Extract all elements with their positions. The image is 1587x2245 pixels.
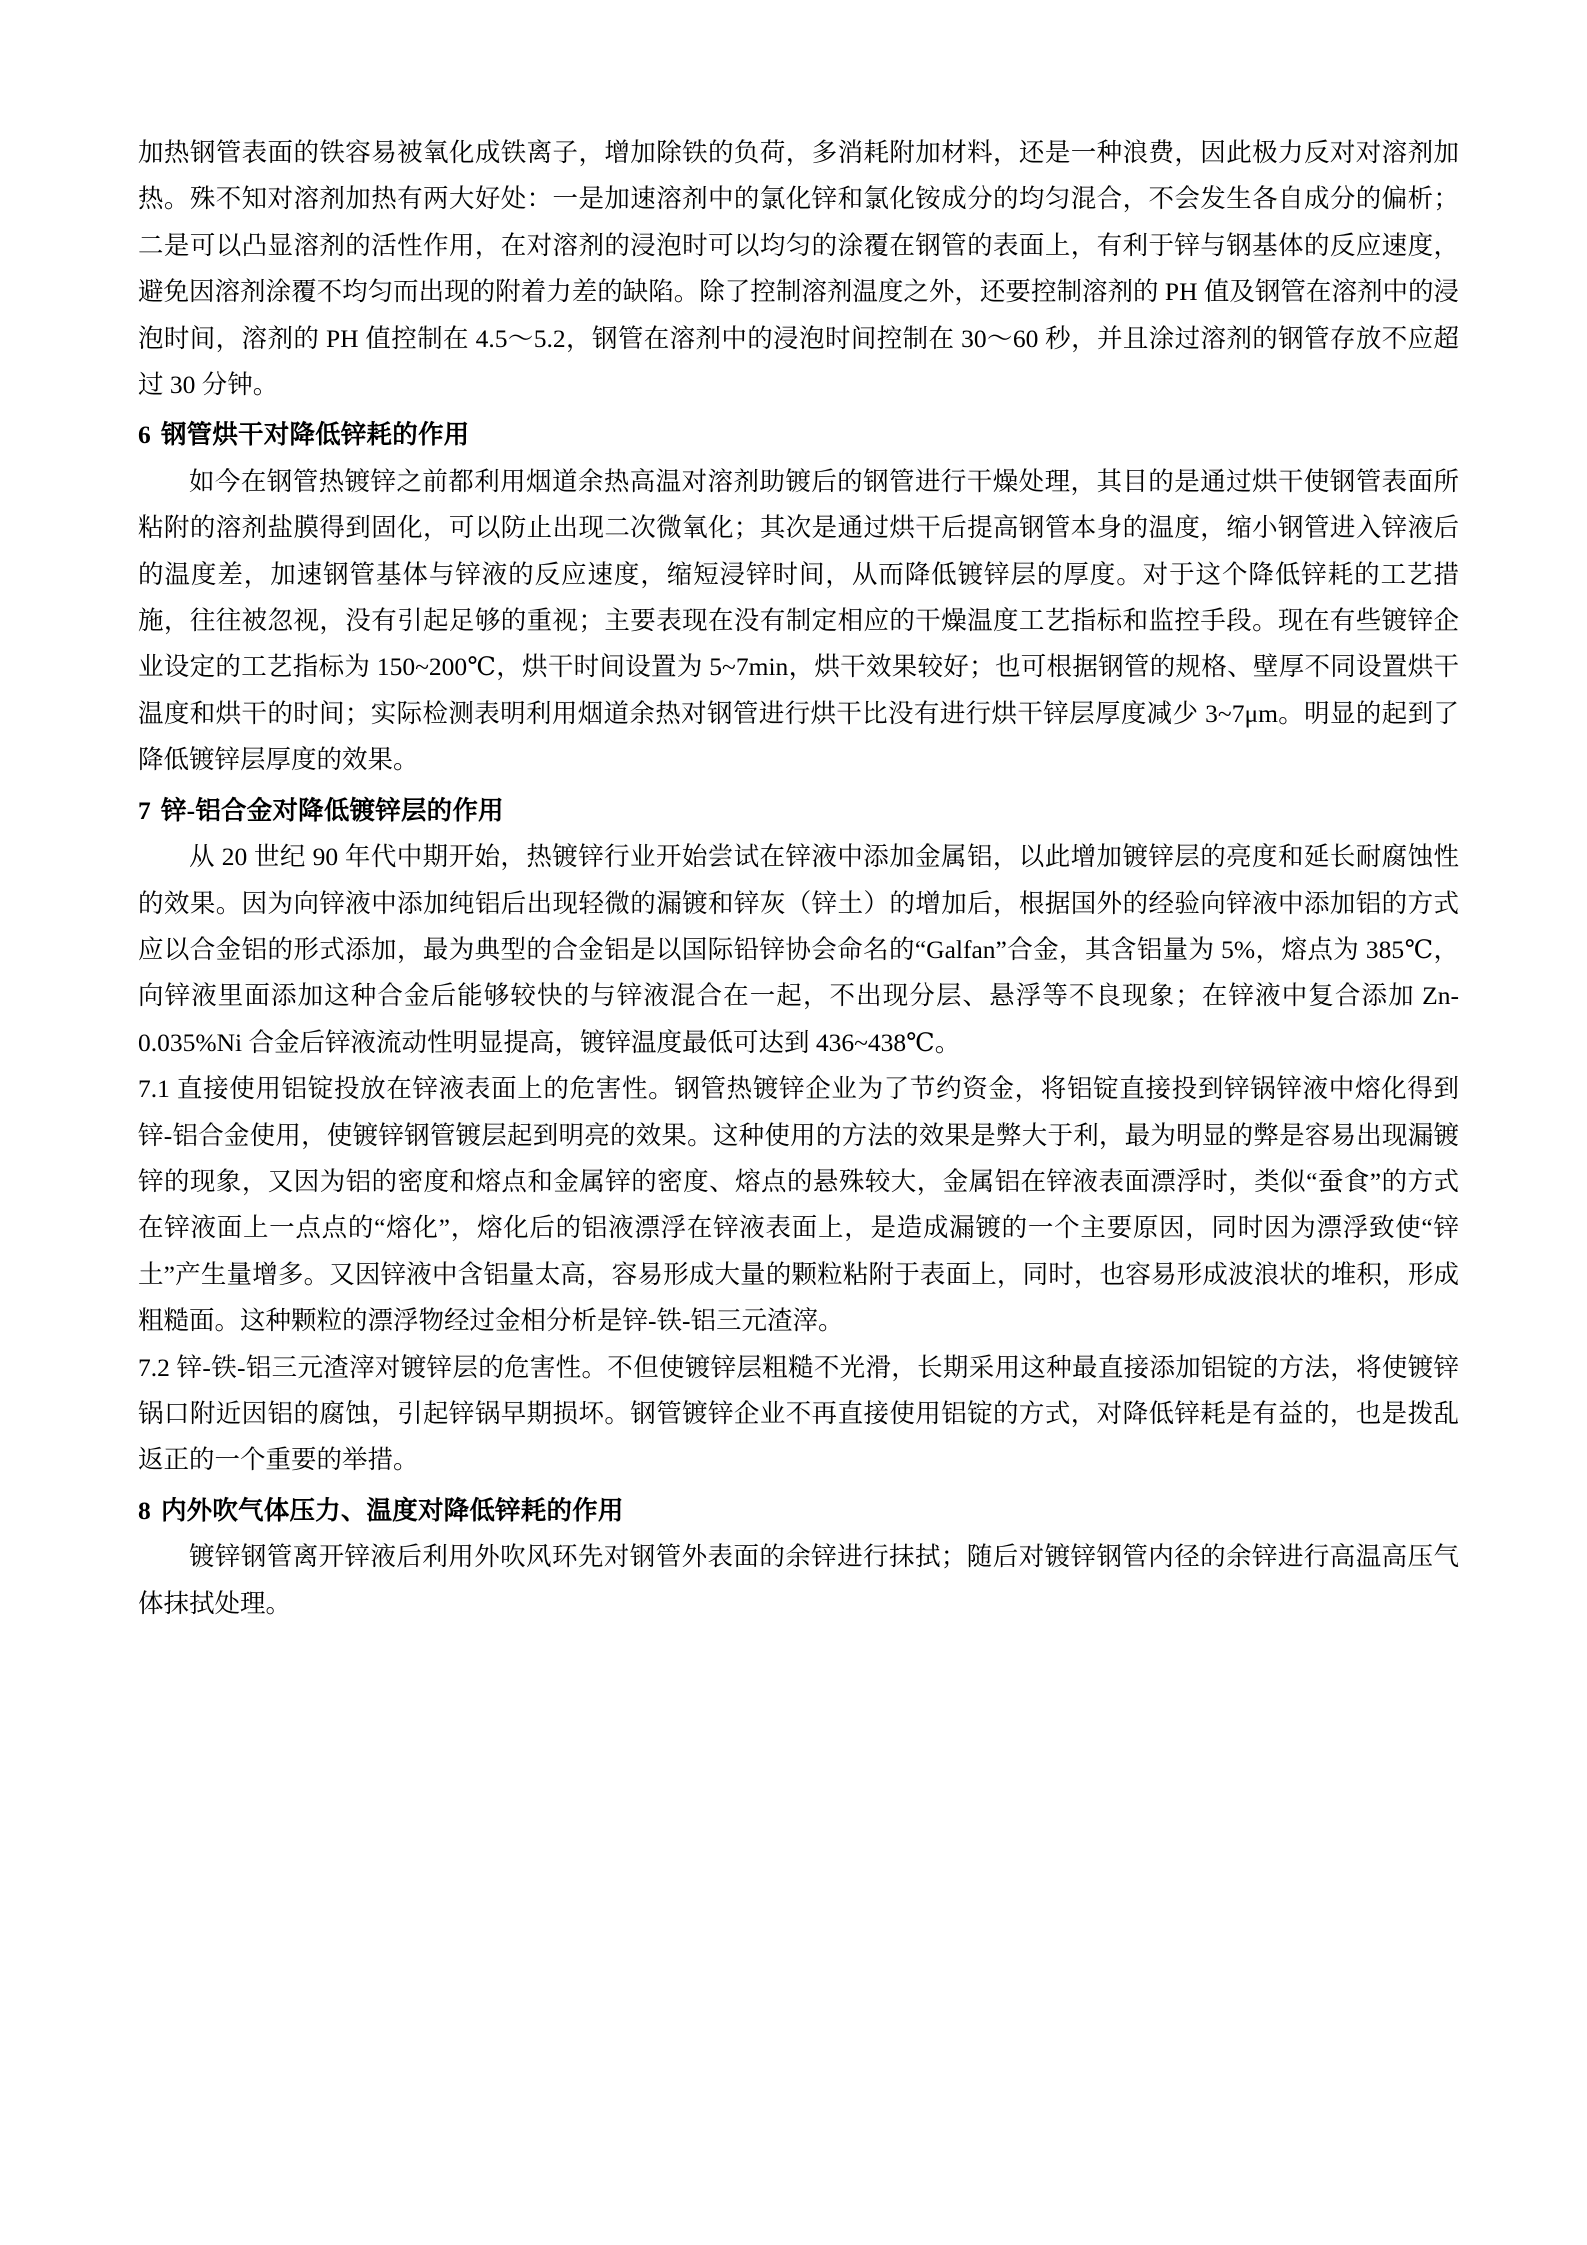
section-number-7: 7 [138, 795, 151, 825]
section-number-6: 6 [138, 420, 151, 450]
section-title-7: 锌-铝合金对降低镀锌层的作用 [160, 795, 504, 825]
section-title-8: 内外吹气体压力、温度对降低锌耗的作用 [160, 1495, 624, 1525]
paragraph-7-1: 7.1 直接使用铝锭投放在锌液表面上的危害性。钢管热镀锌企业为了节约资金，将铝锭直接投到锌锅锌液中熔化得到锌-铝合金使用，使镀锌钢管镀层起到明亮的效果。这种使用的方法的效果是弊大于利，最为明显的弊是容易出现漏镀锌的现象，又因为铝的密度和熔点和金属锌的密度、熔点的悬殊较大，金属铝在锌液表面漂浮时，类似“蚕食”的方式在锌液面上一点点的“熔化”，熔化后的铝液漂浮在锌液表面上，是造成漏镀的一个主要原因，同时因为漂浮致使“锌土”产生量增多。又因锌液中含铝量太高，容易形成大量的颗粒粘附于表面上，同时，也容易形成波浪状的堆积，形成粗糙面。这种颗粒的漂浮物经过金相分析是锌-铁-铝三元渣滓。 [138, 1074, 1459, 1336]
section-title-6: 钢管烘干对降低锌耗的作用 [160, 420, 470, 450]
paragraph-7-2: 7.2 锌-铁-铝三元渣滓对镀锌层的危害性。不但使镀锌层粗糙不光滑，长期采用这种最直接添加铝锭的方法，将使镀锌锅口附近因铝的腐蚀，引起锌锅早期损坏。钢管镀锌企业不再直接使用铝锭的方式，对降低锌耗是有益的，也是拨乱返正的一个重要的举措。 [138, 1352, 1459, 1475]
paragraph-2: 如今在钢管热镀锌之前都利用烟道余热高温对溶剂助镀后的钢管进行干燥处理，其目的是通过烘干使钢管表面所粘附的溶剂盐膜得到固化，可以防止出现二次微氧化；其次是通过烘干后提高钢管本身的温度，缩小钢管进入锌液后的温度差，加速钢管基体与锌液的反应速度，缩短浸锌时间，从而降低镀锌层的厚度。对于这个降低锌耗的工艺措施，往往被忽视，没有引起足够的重视；主要表现在没有制定相应的干燥温度工艺指标和监控手段。现在有些镀锌企业设定的工艺指标为 150~200℃，烘干时间设置为 5~7min，烘干效果较好；也可根据钢管的规格、壁厚不同设置烘干温度和烘干的时间；实际检测表明利用烟道余热对钢管进行烘干比没有进行烘干锌层厚度减少 3~7μm。明显的起到了降低镀锌层厚度的效果。 [138, 466, 1459, 775]
section-heading-6 [138, 412, 1459, 458]
section-heading-7 [138, 788, 1459, 834]
paragraph-3: 从 20 世纪 90 年代中期开始，热镀锌行业开始尝试在锌液中添加金属铝，以此增加镀锌层的亮度和延长耐腐蚀性的效果。因为向锌液中添加纯铝后出现轻微的漏镀和锌灰（锌土）的增加后，根据国外的经验向锌液中添加铝的方式应以合金铝的形式添加，最为典型的合金铝是以国际铅锌协会命名的“Galfan”合金，其含铝量为 5%，熔点为 385℃，向锌液里面添加这种合金后能够较快的与锌液混合在一起，不出现分层、悬浮等不良现象；在锌液中复合添加 Zn-0.035%Ni 合金后锌液流动性明显提高，镀锌温度最低可达到 436~438℃。 [138, 842, 1459, 1057]
section-number-8: 8 [138, 1495, 151, 1525]
section-heading-8 [138, 1488, 1459, 1534]
paragraph-1: 加热钢管表面的铁容易被氧化成铁离子，增加除铁的负荷，多消耗附加材料，还是一种浪费，因此极力反对对溶剂加热。殊不知对溶剂加热有两大好处：一是加速溶剂中的氯化锌和氯化铵成分的均匀混合，不会发生各自成分的偏析；二是可以凸显溶剂的活性作用，在对溶剂的浸泡时可以均匀的涂覆在钢管的表面上，有利于锌与钢基体的反应速度，避免因溶剂涂覆不均匀而出现的附着力差的缺陷。除了控制溶剂温度之外，还要控制溶剂的 PH 值及钢管在溶剂中的浸泡时间，溶剂的 PH 值控制在 4.5～5.2，钢管在溶剂中的浸泡时间控制在 30～60 秒，并且涂过溶剂的钢管存放不应超过 30 分钟。 [138, 138, 1459, 400]
document-body [138, 130, 1459, 1627]
paragraph-4: 镀锌钢管离开锌液后利用外吹风环先对钢管外表面的余锌进行抹拭；随后对镀锌钢管内径的余锌进行高温高压气体抹拭处理。 [138, 1542, 1459, 1618]
